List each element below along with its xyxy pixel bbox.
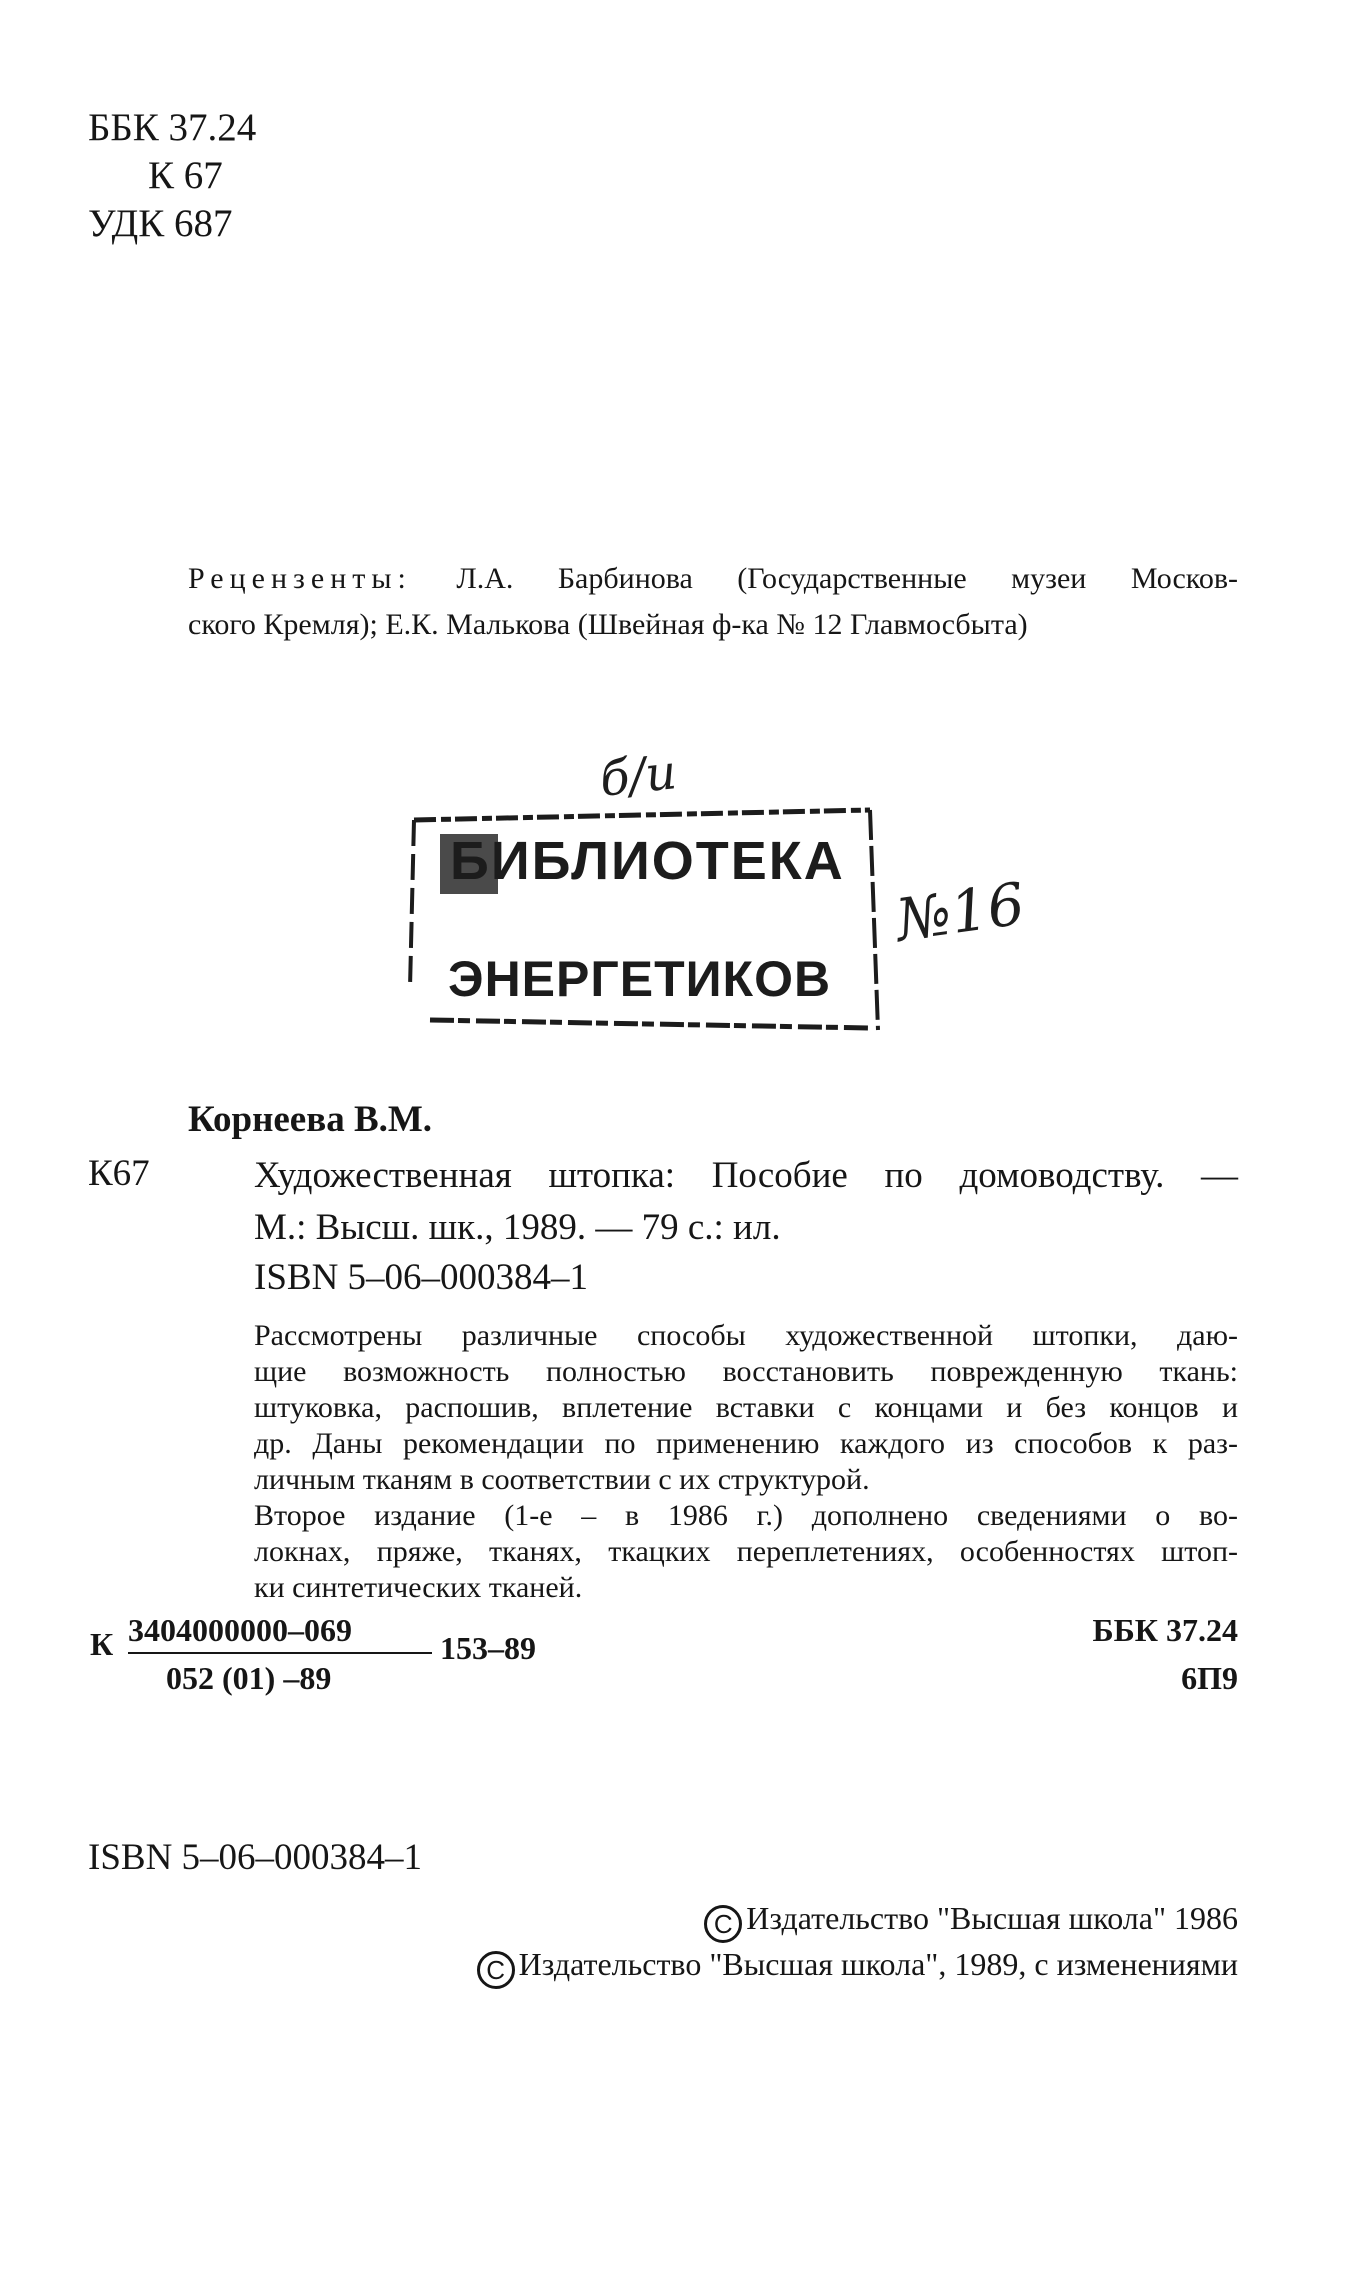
record-index-code: К67 <box>88 1153 150 1194</box>
bbk-code: ББК 37.24 <box>88 106 257 149</box>
abstract-line: личным тканям в соответствии с их структурой. <box>254 1463 870 1496</box>
reviewers-label: Рецензенты: <box>188 562 412 595</box>
stamp-handwriting: б/и <box>597 744 680 808</box>
copyright-1989-text: Издательство "Высшая школа", 1989, с изменениями <box>518 1946 1238 1982</box>
copyright-1986-text: Издательство "Высшая школа" 1986 <box>746 1900 1238 1936</box>
record-title-line2: М.: Высш. шк., 1989. — 79 с.: ил. <box>254 1207 781 1248</box>
copyright-icon: C <box>477 1951 515 1989</box>
abstract-line: Рассмотрены различные способы художественной штопки, даю- <box>254 1319 1238 1352</box>
copyright-icon: C <box>704 1905 742 1943</box>
copyright-line-1986 <box>704 1900 1238 1943</box>
abstract-line: ки синтетических тканей. <box>254 1571 583 1604</box>
abstract-line: штуковка, распошив, вплетение вставки с концами и без концов и <box>254 1391 1238 1424</box>
catalog-denominator: 052 (01) –89 <box>166 1660 332 1696</box>
udk-code: УДК 687 <box>88 202 233 245</box>
footer-isbn: ISBN 5–06–000384–1 <box>88 1837 423 1878</box>
stamp-energetics-word: ЭНЕРГЕТИКОВ <box>448 951 832 1007</box>
reviewers <box>188 556 1238 648</box>
catalog-prefix: К <box>90 1626 114 1662</box>
reviewers-line1: Л.А. Барбинова (Государственные музеи Москов- <box>456 562 1239 595</box>
catalog-fraction-line <box>128 1652 432 1654</box>
catalog-numerator: 3404000000–069 <box>128 1612 352 1648</box>
stamp-library-word: БИБЛИОТЕКА <box>450 831 845 891</box>
record-author: Корнеева В.М. <box>188 1099 433 1140</box>
record-title-line1: Художественная штопка: Пособие по домоводству. — <box>254 1155 1238 1196</box>
catalog-bbk-code: 6П9 <box>1181 1660 1238 1696</box>
abstract-line: др. Даны рекомендации по применению каждого из способов к раз- <box>254 1427 1238 1460</box>
record-isbn: ISBN 5–06–000384–1 <box>254 1257 589 1298</box>
stamp-handwritten-number: №16 <box>891 869 1029 955</box>
abstract-line: Второе издание (1-е – в 1986 г.) дополнено сведениями о во- <box>254 1499 1238 1532</box>
abstract <box>254 1318 1238 1606</box>
abstract-line: щие возможность полностью восстановить поврежденную ткань: <box>254 1355 1238 1388</box>
reviewers-line2: ского Кремля); Е.К. Малькова (Швейная ф-ка № 12 Главмосбыта) <box>188 608 1028 641</box>
catalog-suffix: 153–89 <box>440 1630 536 1666</box>
catalog-bbk: ББК 37.24 <box>1092 1612 1238 1648</box>
author-mark: К 67 <box>148 154 223 197</box>
abstract-line: локнах, пряже, тканях, ткацких переплетениях, особенностях штоп- <box>254 1535 1238 1568</box>
copyright-line-1989 <box>477 1946 1238 1989</box>
